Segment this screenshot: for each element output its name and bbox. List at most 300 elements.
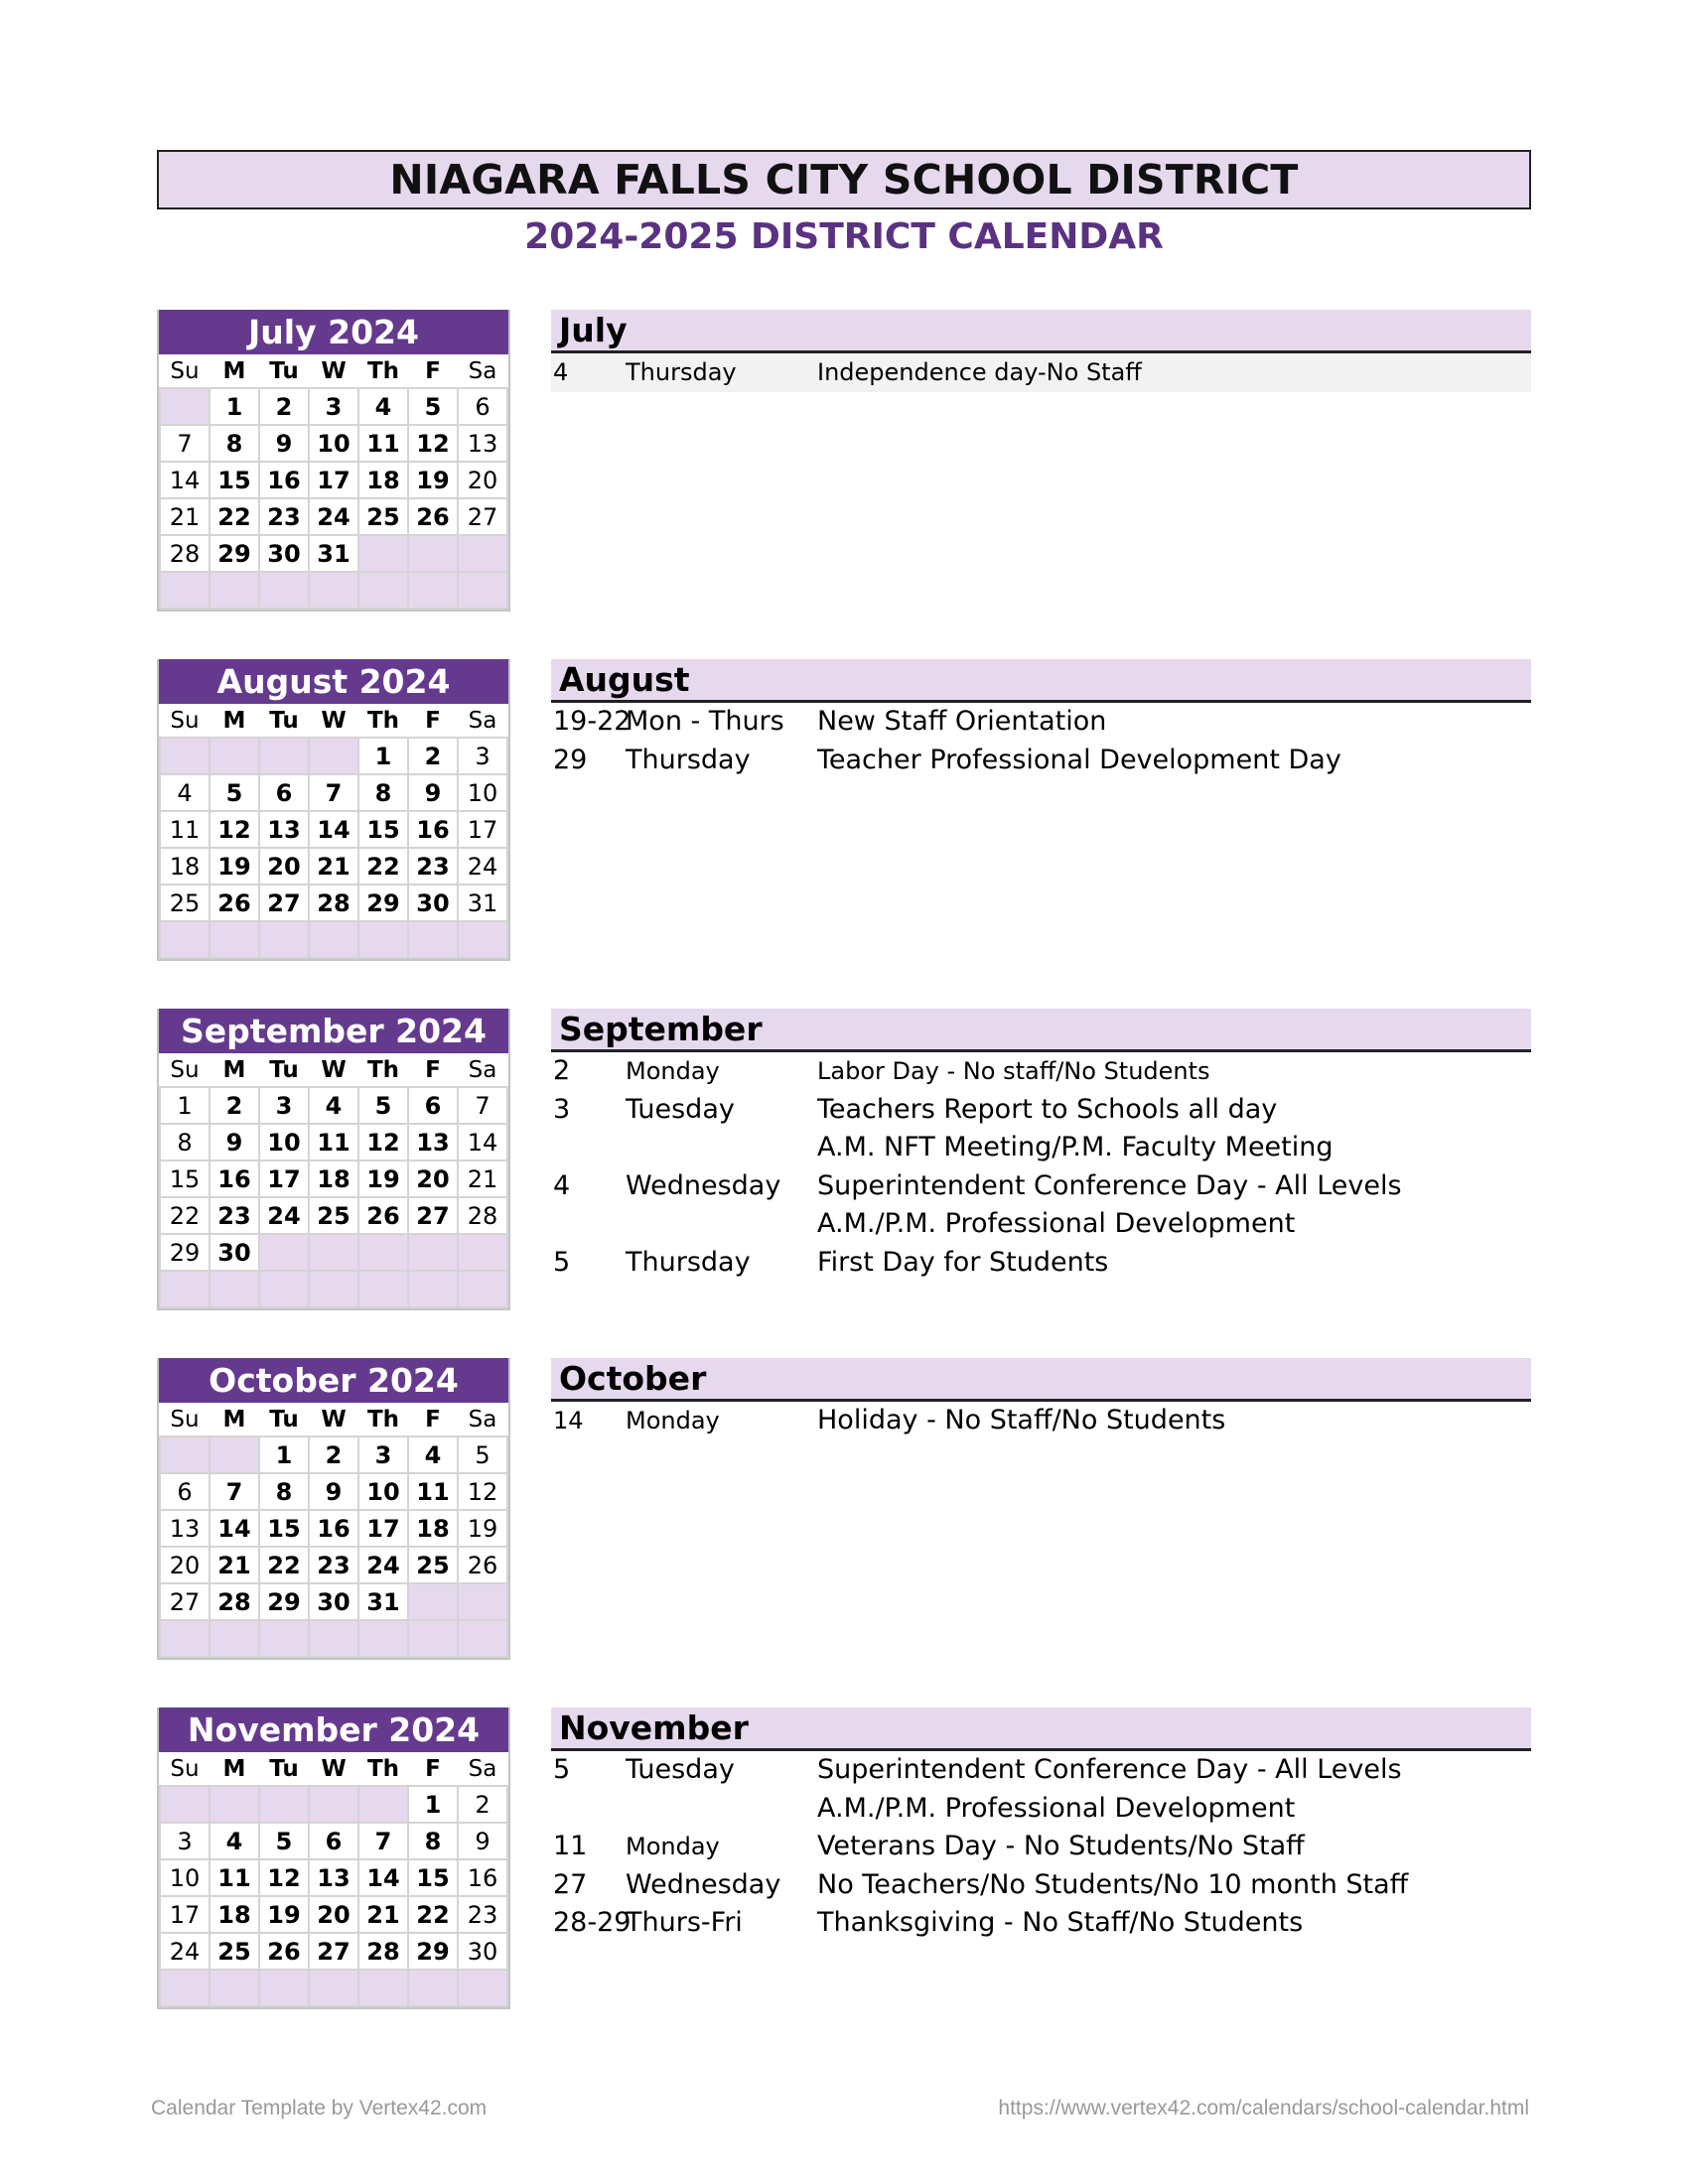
event-date: 2 <box>553 1055 571 1086</box>
day-cell: 23 <box>210 1197 259 1234</box>
day-cell: 25 <box>160 885 210 921</box>
empty-day-cell <box>408 1583 458 1620</box>
weekday-label: Tu <box>269 707 299 734</box>
day-cell: 1 <box>259 1436 309 1473</box>
district-title: NIAGARA FALLS CITY SCHOOL DISTRICT <box>157 150 1531 209</box>
day-cell: 20 <box>259 848 309 885</box>
day-cell: 16 <box>458 1859 507 1896</box>
empty-day-cell <box>458 1583 507 1620</box>
day-cell: 13 <box>458 425 507 462</box>
weekday-label: Tu <box>269 1755 299 1782</box>
events-panel-july <box>551 310 1531 392</box>
day-cell: 20 <box>458 462 507 498</box>
event-row <box>551 1205 1531 1244</box>
calendar-week-row <box>160 1620 507 1657</box>
empty-day-cell <box>259 1620 309 1657</box>
day-cell: 5 <box>458 1436 507 1473</box>
calendar-grid <box>159 354 508 610</box>
day-cell: 27 <box>259 885 309 921</box>
empty-day-cell <box>160 1786 210 1823</box>
event-description: Labor Day - No staff/No Students <box>817 1057 1210 1085</box>
day-cell: 21 <box>458 1160 507 1197</box>
day-cell: 22 <box>358 848 408 885</box>
calendar-week-row <box>160 498 507 535</box>
day-cell: 2 <box>210 1087 259 1124</box>
event-date: 29 <box>553 744 588 775</box>
weekday-label: Su <box>170 1056 200 1083</box>
weekday-label: W <box>321 707 347 734</box>
calendar-grid <box>159 1403 508 1658</box>
day-cell: 6 <box>259 774 309 811</box>
day-cell: 8 <box>259 1473 309 1510</box>
day-cell: 10 <box>309 425 358 462</box>
day-cell: 18 <box>358 462 408 498</box>
day-cell: 15 <box>160 1160 210 1197</box>
day-cell: 24 <box>160 1933 210 1970</box>
calendar-week-row <box>160 1583 507 1620</box>
day-cell: 3 <box>358 1436 408 1473</box>
day-cell: 4 <box>408 1436 458 1473</box>
event-description: Holiday - No Staff/No Students <box>817 1405 1226 1435</box>
event-day: Mon - Thurs <box>626 706 784 737</box>
event-row <box>551 703 1531 742</box>
mini-calendar-october <box>157 1358 510 1660</box>
event-description: Independence day-No Staff <box>817 358 1142 386</box>
empty-day-cell <box>210 1786 259 1823</box>
day-cell: 5 <box>358 1087 408 1124</box>
weekday-label: Tu <box>269 1406 299 1433</box>
day-cell: 2 <box>309 1436 358 1473</box>
mini-calendar-title: August 2024 <box>159 659 508 704</box>
day-cell: 19 <box>358 1160 408 1197</box>
day-cell: 24 <box>458 848 507 885</box>
day-cell: 9 <box>210 1124 259 1160</box>
footer-url[interactable]: https://www.vertex42.com/calendars/school-calendar.html <box>998 2097 1529 2119</box>
day-cell: 17 <box>309 462 358 498</box>
day-cell: 29 <box>358 885 408 921</box>
day-cell: 26 <box>210 885 259 921</box>
weekday-label: W <box>321 1755 347 1782</box>
day-cell: 14 <box>160 462 210 498</box>
day-cell: 9 <box>408 774 458 811</box>
day-cell: 15 <box>358 811 408 848</box>
empty-day-cell <box>160 738 210 774</box>
empty-day-cell <box>358 535 408 572</box>
day-cell: 15 <box>408 1859 458 1896</box>
day-cell: 9 <box>458 1823 507 1859</box>
weekday-label: W <box>321 1406 347 1433</box>
day-cell: 2 <box>408 738 458 774</box>
weekday-label: M <box>222 357 246 384</box>
event-description: A.M./P.M. Professional Development <box>817 1208 1296 1239</box>
day-cell: 30 <box>458 1933 507 1970</box>
day-cell: 28 <box>309 885 358 921</box>
day-cell: 13 <box>259 811 309 848</box>
calendar-week-row <box>160 1510 507 1547</box>
day-cell: 12 <box>408 425 458 462</box>
day-cell: 5 <box>408 388 458 425</box>
empty-day-cell <box>160 921 210 958</box>
day-cell: 4 <box>309 1087 358 1124</box>
calendar-week-row <box>160 1859 507 1896</box>
day-cell: 27 <box>408 1197 458 1234</box>
day-cell: 11 <box>210 1859 259 1896</box>
day-cell: 21 <box>309 848 358 885</box>
weekday-label: M <box>222 1406 246 1433</box>
event-date: 14 <box>553 1407 584 1434</box>
event-row <box>551 1790 1531 1829</box>
day-cell: 20 <box>408 1160 458 1197</box>
mini-calendar-september <box>157 1009 510 1310</box>
calendar-week-row <box>160 885 507 921</box>
empty-day-cell <box>160 1970 210 2006</box>
events-month-heading: August <box>551 659 1531 703</box>
event-row <box>551 1904 1531 1943</box>
calendar-week-row <box>160 774 507 811</box>
event-day: Tuesday <box>626 1093 735 1125</box>
day-cell: 16 <box>210 1160 259 1197</box>
calendar-grid <box>159 1053 508 1308</box>
event-day: Monday <box>626 1407 720 1434</box>
event-description: Superintendent Conference Day - All Levels <box>817 1169 1402 1201</box>
empty-day-cell <box>408 1970 458 2006</box>
day-cell: 26 <box>358 1197 408 1234</box>
event-day: Wednesday <box>626 1169 781 1201</box>
empty-day-cell <box>458 1234 507 1271</box>
empty-day-cell <box>210 921 259 958</box>
day-cell: 21 <box>210 1547 259 1583</box>
day-cell: 16 <box>408 811 458 848</box>
calendar-week-row <box>160 535 507 572</box>
empty-day-cell <box>259 1970 309 2006</box>
calendar-week-row <box>160 1896 507 1933</box>
event-day: Wednesday <box>626 1868 781 1900</box>
calendar-subtitle: 2024-2025 DISTRICT CALENDAR <box>524 216 1164 257</box>
day-cell: 12 <box>259 1859 309 1896</box>
empty-day-cell <box>358 1234 408 1271</box>
event-row <box>551 1129 1531 1167</box>
day-cell: 17 <box>358 1510 408 1547</box>
empty-day-cell <box>358 1620 408 1657</box>
mini-calendar-july <box>157 310 510 612</box>
day-cell: 13 <box>309 1859 358 1896</box>
events-month-heading: November <box>551 1707 1531 1751</box>
weekday-label: W <box>321 357 347 384</box>
event-description: Teachers Report to Schools all day <box>817 1093 1278 1125</box>
empty-day-cell <box>458 1620 507 1657</box>
empty-day-cell <box>210 1620 259 1657</box>
day-cell: 27 <box>160 1583 210 1620</box>
day-cell: 29 <box>259 1583 309 1620</box>
calendar-week-row <box>160 738 507 774</box>
event-description: A.M./P.M. Professional Development <box>817 1792 1296 1824</box>
empty-day-cell <box>408 1271 458 1307</box>
day-cell: 22 <box>210 498 259 535</box>
event-date: 4 <box>553 358 569 386</box>
weekday-label: Th <box>366 357 400 384</box>
empty-day-cell <box>160 1436 210 1473</box>
calendar-week-row <box>160 572 507 609</box>
day-cell: 5 <box>259 1823 309 1859</box>
event-date: 3 <box>553 1093 571 1125</box>
day-cell: 14 <box>309 811 358 848</box>
day-cell: 16 <box>309 1510 358 1547</box>
day-cell: 7 <box>210 1473 259 1510</box>
calendar-week-row <box>160 848 507 885</box>
empty-day-cell <box>160 572 210 609</box>
day-cell: 27 <box>309 1933 358 1970</box>
weekday-label: F <box>425 1056 441 1083</box>
empty-day-cell <box>408 921 458 958</box>
day-cell: 12 <box>458 1473 507 1510</box>
day-cell: 15 <box>259 1510 309 1547</box>
day-cell: 4 <box>358 388 408 425</box>
event-description: A.M. NFT Meeting/P.M. Faculty Meeting <box>817 1132 1334 1162</box>
weekday-label: Tu <box>269 357 299 384</box>
day-cell: 2 <box>458 1786 507 1823</box>
day-cell: 9 <box>259 425 309 462</box>
day-cell: 4 <box>160 774 210 811</box>
calendar-week-row <box>160 1970 507 2006</box>
event-date: 27 <box>553 1868 588 1900</box>
empty-day-cell <box>408 572 458 609</box>
weekday-label: Su <box>170 357 200 384</box>
weekday-label: Sa <box>468 1406 497 1433</box>
day-cell: 9 <box>309 1473 358 1510</box>
day-cell: 10 <box>160 1859 210 1896</box>
day-cell: 17 <box>259 1160 309 1197</box>
calendar-week-row <box>160 1197 507 1234</box>
day-cell: 8 <box>358 774 408 811</box>
day-cell: 18 <box>408 1510 458 1547</box>
day-cell: 7 <box>358 1823 408 1859</box>
weekday-label: F <box>425 357 441 384</box>
day-cell: 7 <box>160 425 210 462</box>
weekday-label: Sa <box>468 357 497 384</box>
events-panel-october <box>551 1358 1531 1440</box>
calendar-week-row <box>160 1786 507 1823</box>
day-cell: 1 <box>408 1786 458 1823</box>
day-cell: 7 <box>309 774 358 811</box>
footer-template-credit[interactable]: Calendar Template by Vertex42.com <box>151 2097 488 2119</box>
day-cell: 25 <box>210 1933 259 1970</box>
event-description: Veterans Day - No Students/No Staff <box>817 1831 1305 1861</box>
day-cell: 26 <box>458 1547 507 1583</box>
day-cell: 21 <box>358 1896 408 1933</box>
events-month-heading: September <box>551 1009 1531 1052</box>
weekday-header-row <box>160 704 507 738</box>
day-cell: 31 <box>458 885 507 921</box>
weekday-label: M <box>222 707 246 734</box>
empty-day-cell <box>458 535 507 572</box>
day-cell: 1 <box>160 1087 210 1124</box>
calendar-week-row <box>160 1547 507 1583</box>
event-day: Tuesday <box>626 1754 735 1785</box>
day-cell: 12 <box>358 1124 408 1160</box>
mini-calendar-title: November 2024 <box>159 1707 508 1752</box>
empty-day-cell <box>309 738 358 774</box>
empty-day-cell <box>210 738 259 774</box>
empty-day-cell <box>408 1234 458 1271</box>
weekday-header-row <box>160 1752 507 1786</box>
day-cell: 26 <box>408 498 458 535</box>
day-cell: 4 <box>210 1823 259 1859</box>
empty-day-cell <box>309 1271 358 1307</box>
event-day: Monday <box>626 1057 720 1085</box>
empty-day-cell <box>259 921 309 958</box>
events-panel-november <box>551 1707 1531 1943</box>
day-cell: 13 <box>408 1124 458 1160</box>
day-cell: 11 <box>358 425 408 462</box>
event-row <box>551 353 1531 392</box>
day-cell: 11 <box>408 1473 458 1510</box>
mini-calendar-title: September 2024 <box>159 1009 508 1053</box>
empty-day-cell <box>458 1970 507 2006</box>
event-day: Thursday <box>626 358 737 386</box>
day-cell: 30 <box>210 1234 259 1271</box>
day-cell: 23 <box>458 1896 507 1933</box>
empty-day-cell <box>259 1234 309 1271</box>
day-cell: 28 <box>160 535 210 572</box>
day-cell: 2 <box>259 388 309 425</box>
weekday-label: Th <box>366 1755 400 1782</box>
calendar-week-row <box>160 921 507 958</box>
event-day: Thurs-Fri <box>626 1907 743 1938</box>
day-cell: 18 <box>210 1896 259 1933</box>
day-cell: 20 <box>309 1896 358 1933</box>
events-month-heading: July <box>551 310 1531 353</box>
day-cell: 14 <box>358 1859 408 1896</box>
day-cell: 16 <box>259 462 309 498</box>
day-cell: 19 <box>259 1896 309 1933</box>
event-row <box>551 742 1531 780</box>
empty-day-cell <box>458 572 507 609</box>
day-cell: 29 <box>408 1933 458 1970</box>
day-cell: 6 <box>160 1473 210 1510</box>
day-cell: 6 <box>458 388 507 425</box>
empty-day-cell <box>259 1786 309 1823</box>
day-cell: 1 <box>210 388 259 425</box>
day-cell: 10 <box>358 1473 408 1510</box>
weekday-label: Su <box>170 707 200 734</box>
day-cell: 30 <box>309 1583 358 1620</box>
event-row <box>551 1244 1531 1283</box>
event-description: No Teachers/No Students/No 10 month Staff <box>817 1868 1409 1900</box>
day-cell: 25 <box>309 1197 358 1234</box>
day-cell: 6 <box>309 1823 358 1859</box>
calendar-week-row <box>160 811 507 848</box>
day-cell: 21 <box>160 498 210 535</box>
empty-day-cell <box>210 572 259 609</box>
event-row <box>551 1167 1531 1206</box>
empty-day-cell <box>259 572 309 609</box>
event-day: Thursday <box>626 1246 751 1278</box>
event-day: Thursday <box>626 744 751 775</box>
empty-day-cell <box>358 1786 408 1823</box>
day-cell: 13 <box>160 1510 210 1547</box>
calendar-week-row <box>160 1823 507 1859</box>
day-cell: 22 <box>408 1896 458 1933</box>
day-cell: 19 <box>408 462 458 498</box>
day-cell: 25 <box>358 498 408 535</box>
empty-day-cell <box>458 1271 507 1307</box>
empty-day-cell <box>160 388 210 425</box>
day-cell: 10 <box>259 1124 309 1160</box>
calendar-week-row <box>160 1087 507 1124</box>
empty-day-cell <box>259 1271 309 1307</box>
empty-day-cell <box>309 1620 358 1657</box>
day-cell: 15 <box>210 462 259 498</box>
empty-day-cell <box>408 535 458 572</box>
day-cell: 1 <box>358 738 408 774</box>
day-cell: 23 <box>408 848 458 885</box>
mini-calendar-november <box>157 1707 510 2009</box>
day-cell: 8 <box>408 1823 458 1859</box>
mini-calendar-title: October 2024 <box>159 1358 508 1403</box>
day-cell: 27 <box>458 498 507 535</box>
day-cell: 18 <box>160 848 210 885</box>
weekday-label: Th <box>366 707 400 734</box>
day-cell: 22 <box>259 1547 309 1583</box>
day-cell: 24 <box>358 1547 408 1583</box>
empty-day-cell <box>408 1620 458 1657</box>
empty-day-cell <box>160 1620 210 1657</box>
empty-day-cell <box>309 1786 358 1823</box>
event-date: 5 <box>553 1754 571 1785</box>
day-cell: 3 <box>309 388 358 425</box>
day-cell: 3 <box>259 1087 309 1124</box>
day-cell: 11 <box>309 1124 358 1160</box>
day-cell: 17 <box>458 811 507 848</box>
mini-calendar-august <box>157 659 510 961</box>
calendar-week-row <box>160 1271 507 1307</box>
calendar-week-row <box>160 425 507 462</box>
event-row <box>551 1091 1531 1130</box>
event-row <box>551 1866 1531 1905</box>
day-cell: 6 <box>408 1087 458 1124</box>
day-cell: 31 <box>358 1583 408 1620</box>
calendar-grid <box>159 1752 508 2007</box>
calendar-week-row <box>160 1436 507 1473</box>
calendar-week-row <box>160 462 507 498</box>
weekday-label: Sa <box>468 707 497 734</box>
weekday-label: Th <box>366 1406 400 1433</box>
weekday-header-row <box>160 354 507 388</box>
weekday-label: Sa <box>468 1056 497 1083</box>
day-cell: 17 <box>160 1896 210 1933</box>
event-date: 11 <box>553 1831 588 1861</box>
weekday-label: W <box>321 1056 347 1083</box>
day-cell: 29 <box>160 1234 210 1271</box>
calendar-week-row <box>160 388 507 425</box>
day-cell: 23 <box>259 498 309 535</box>
day-cell: 11 <box>160 811 210 848</box>
day-cell: 5 <box>210 774 259 811</box>
weekday-header-row <box>160 1053 507 1087</box>
mini-calendar-title: July 2024 <box>159 310 508 354</box>
empty-day-cell <box>309 1970 358 2006</box>
day-cell: 10 <box>458 774 507 811</box>
empty-day-cell <box>358 572 408 609</box>
day-cell: 29 <box>210 535 259 572</box>
empty-day-cell <box>210 1436 259 1473</box>
day-cell: 24 <box>259 1197 309 1234</box>
empty-day-cell <box>210 1970 259 2006</box>
event-row <box>551 1052 1531 1091</box>
day-cell: 12 <box>210 811 259 848</box>
event-row <box>551 1828 1531 1866</box>
day-cell: 18 <box>309 1160 358 1197</box>
